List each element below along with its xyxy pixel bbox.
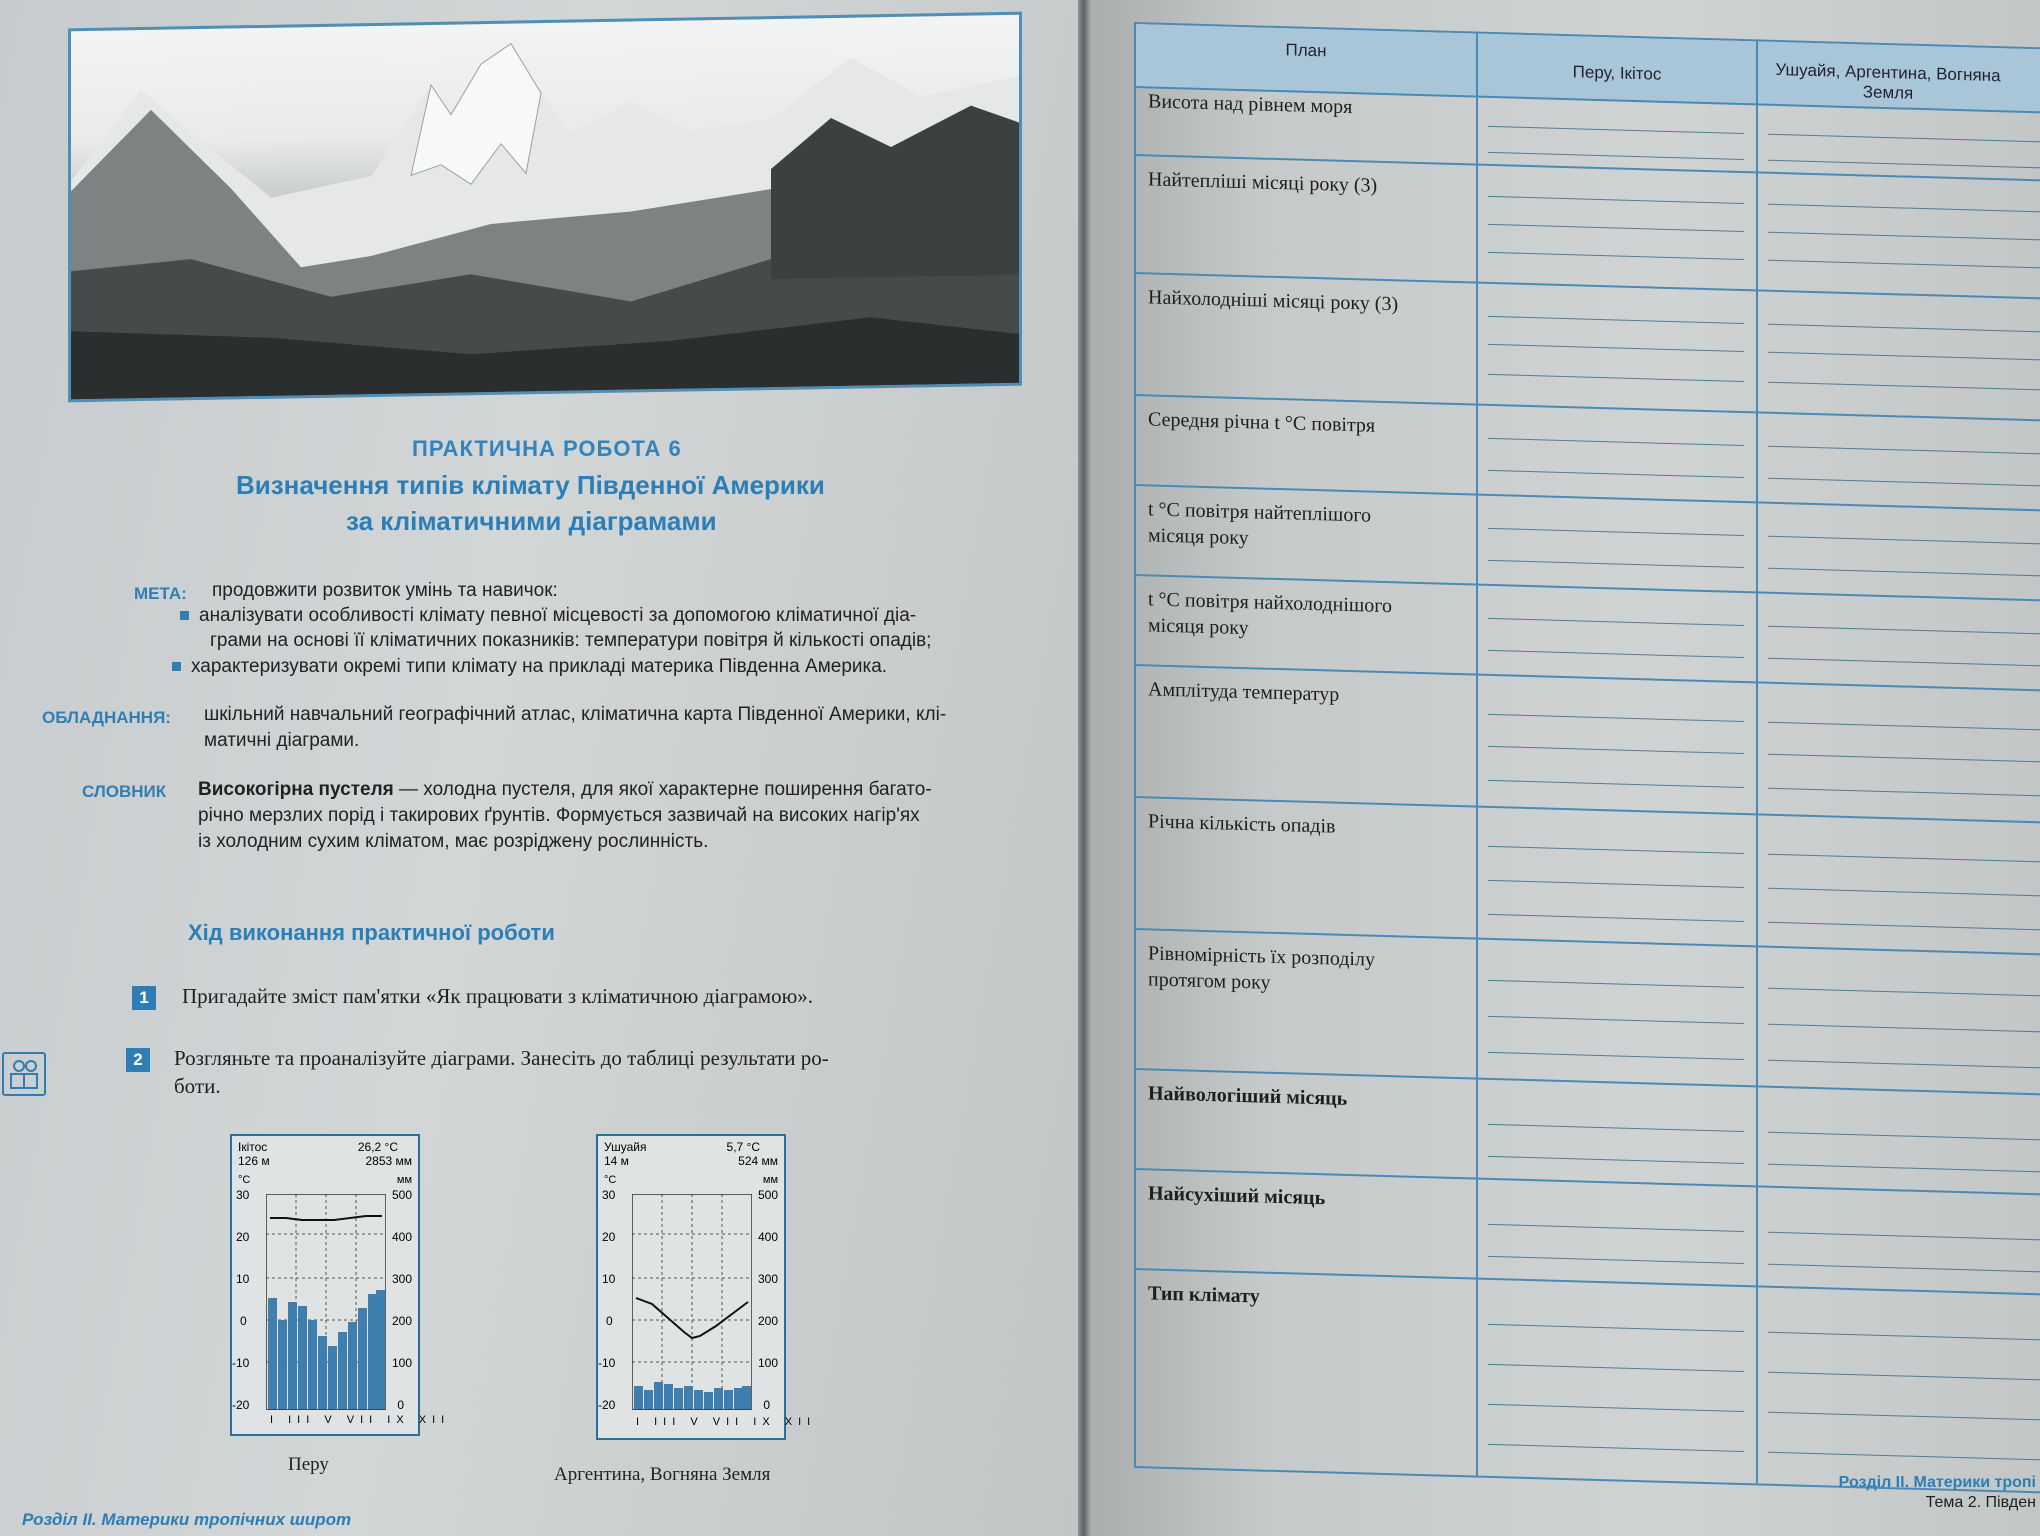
precip-tick: 100: [391, 1356, 412, 1370]
diagram-caption-peru: Перу: [288, 1454, 329, 1475]
diagram-temp: 5,7 °C: [726, 1140, 760, 1154]
row-label-climate-type: Тип клімату: [1148, 1282, 1260, 1308]
precip-tick: 500: [757, 1188, 778, 1202]
glossary-line3: із холодним сухим кліматом, має розріджену рослинність.: [198, 831, 709, 852]
month-tick: V: [324, 1414, 338, 1426]
precip-tick: 100: [757, 1356, 778, 1370]
diagram-elevation: 14 м: [604, 1154, 629, 1168]
glossary-term: Високогірна пустеля: [198, 779, 394, 800]
glossary-label: СЛОВНИК: [82, 782, 167, 801]
row-label-driest-month: Найсухіший місяць: [1148, 1182, 1326, 1210]
column-divider: [1756, 41, 1758, 1483]
header-argentina: Ушуайя, Аргентина, Вогняна Земля: [1775, 59, 2001, 103]
workbook-icon: [2, 1052, 46, 1096]
row-label-distribution: Рівномірність їх розподілу: [1148, 942, 1375, 971]
temp-tick: 10: [602, 1272, 616, 1286]
peru-chart-area: [266, 1194, 386, 1410]
header-plan: План: [1285, 40, 1327, 61]
month-tick: I: [270, 1414, 280, 1426]
bullet-icon: [180, 611, 189, 620]
diagram-caption-argentina: Аргентина, Вогняна Земля: [554, 1464, 771, 1485]
work-title-line1: Визначення типів клімату Південної Америки: [236, 470, 825, 500]
column-divider: [1476, 34, 1478, 1476]
equipment-label: ОБЛАДНАННЯ:: [42, 708, 171, 727]
footer-section-right: Розділ ІІ. Материки тропі: [1838, 1474, 2036, 1491]
month-tick: III: [288, 1414, 316, 1426]
temp-unit: °C: [604, 1174, 617, 1186]
book-spine: [1078, 0, 1090, 1536]
precip-tick: 200: [757, 1314, 778, 1328]
temp-unit: °C: [238, 1174, 251, 1186]
month-tick: IX: [387, 1414, 410, 1426]
goal-bullet2: [172, 656, 887, 678]
diagram-precip: 2853 мм: [365, 1154, 412, 1168]
bullet-icon: [172, 662, 181, 671]
task2-line1: Розгляньте та проаналізуйте діаграми. Занесіть до таблиці результати ро-: [174, 1046, 829, 1070]
practical-work-label: ПРАКТИЧНА РОБОТА 6: [412, 436, 682, 461]
diagram-place: Ікітос: [238, 1140, 268, 1154]
row-label-altitude: Висота над рівнем моря: [1148, 90, 1353, 119]
work-title-line2: за кліматичними діаграмами: [346, 506, 717, 536]
task1-text: Пригадайте зміст пам'ятки «Як працювати з кліматичною діаграмою».: [182, 984, 814, 1008]
diagram-elevation: 126 м: [238, 1154, 270, 1168]
precip-tick: 400: [757, 1230, 778, 1244]
row-label-coldest-temp-2: місяця року: [1148, 614, 1249, 640]
goal-bullet1-line1: аналізувати особливості клімату певної місцевості за допомогою кліматичної діа-: [199, 605, 917, 626]
equipment-line1: шкільний навчальний географічний атлас, кліматична карта Південної Америки, клі-: [204, 704, 947, 725]
month-tick: XII: [784, 1416, 817, 1428]
precip-unit: мм: [396, 1174, 412, 1186]
precip-tick: 500: [391, 1188, 412, 1202]
glossary-line1: [198, 779, 932, 801]
procedure-title: Хід виконання практичної роботи: [188, 920, 555, 945]
footer-topic-right: Тема 2. Півден: [1925, 1494, 2036, 1511]
glossary-line2: річно мерзлих порід і такирових ґрунтів. Формується зазвичай на високих нагір'ях: [198, 805, 920, 826]
argentina-chart-area: [632, 1194, 752, 1410]
month-tick: I: [636, 1416, 646, 1428]
temp-tick: 20: [602, 1230, 616, 1244]
row-label-annual-precip: Річна кількість опадів: [1148, 810, 1336, 838]
row-label-amplitude: Амплітуда температур: [1148, 678, 1340, 706]
precip-tick: 300: [391, 1272, 412, 1286]
row-label-warmest-temp: t °C повітря найтеплішого: [1148, 498, 1372, 527]
row-label-distribution-2: протягом року: [1148, 968, 1271, 994]
footer-section-left: Розділ ІІ. Материки тропічних широт: [22, 1510, 352, 1529]
goal-bullet2-text: характеризувати окремі типи клімату на прикладі материка Південна Америка.: [191, 656, 888, 677]
precip-unit: мм: [762, 1174, 778, 1186]
header-peru: Перу, Ікітос: [1572, 62, 1662, 84]
task1-number: 1: [132, 986, 156, 1010]
temp-tick: 30: [602, 1188, 616, 1202]
climate-diagram-peru: [230, 1134, 451, 1436]
month-tick: III: [654, 1416, 682, 1428]
climate-diagram-argentina: [596, 1134, 817, 1440]
temp-tick: -10: [598, 1356, 616, 1370]
results-table: [1134, 22, 2040, 1494]
precip-tick: 400: [391, 1230, 412, 1244]
temp-tick: -20: [598, 1398, 616, 1412]
temp-tick: -20: [232, 1398, 250, 1412]
goal-bullet1: [180, 605, 916, 627]
row-label-coldest-months: Найхолодніші місяці року (3): [1148, 286, 1399, 316]
task2-line2: боти.: [174, 1074, 221, 1098]
mountain-photo: [68, 12, 1022, 403]
month-tick: V: [690, 1416, 704, 1428]
months-axis: [270, 1414, 450, 1426]
temp-tick: 10: [236, 1272, 250, 1286]
diagram-precip: 524 мм: [738, 1154, 778, 1168]
precip-tick: 300: [757, 1272, 778, 1286]
temp-tick: 30: [236, 1188, 250, 1202]
months-axis: [636, 1416, 816, 1428]
diagram-temp: 26,2 °C: [357, 1140, 398, 1154]
month-tick: VII: [712, 1416, 745, 1428]
goal-label: МЕТА:: [134, 584, 187, 603]
precip-tick: 200: [391, 1314, 412, 1328]
glossary-def1: — холодна пустеля, для якої характерне поширення багато-: [399, 779, 932, 800]
task2-number: 2: [126, 1048, 150, 1072]
goal-intro: продовжити розвиток умінь та навичок:: [212, 580, 558, 601]
temp-tick: 20: [236, 1230, 250, 1244]
row-divider: [1136, 1268, 2040, 1296]
month-tick: VII: [346, 1414, 379, 1426]
temp-tick: -10: [232, 1356, 250, 1370]
row-label-warmest-months: Найтепліші місяці року (3): [1148, 168, 1378, 197]
row-label-warmest-temp-2: місяця року: [1148, 524, 1249, 550]
diagram-place: Ушуайя: [604, 1140, 647, 1154]
month-tick: IX: [753, 1416, 776, 1428]
equipment-line2: матичні діаграми.: [204, 730, 360, 751]
row-label-wettest-month: Найвологіший місяць: [1148, 1082, 1348, 1110]
precip-tick: 0: [397, 1398, 404, 1412]
goal-bullet1-line2: грами на основі її кліматичних показників: температури повітря й кількості опадів;: [210, 630, 932, 651]
month-tick: XII: [418, 1414, 451, 1426]
temp-tick: 0: [240, 1314, 247, 1328]
row-label-coldest-temp: t °C повітря найхолоднішого: [1148, 588, 1392, 618]
precip-tick: 0: [763, 1398, 770, 1412]
row-label-mean-temp: Середня річна t °C повітря: [1148, 408, 1376, 437]
temp-tick: 0: [606, 1314, 613, 1328]
